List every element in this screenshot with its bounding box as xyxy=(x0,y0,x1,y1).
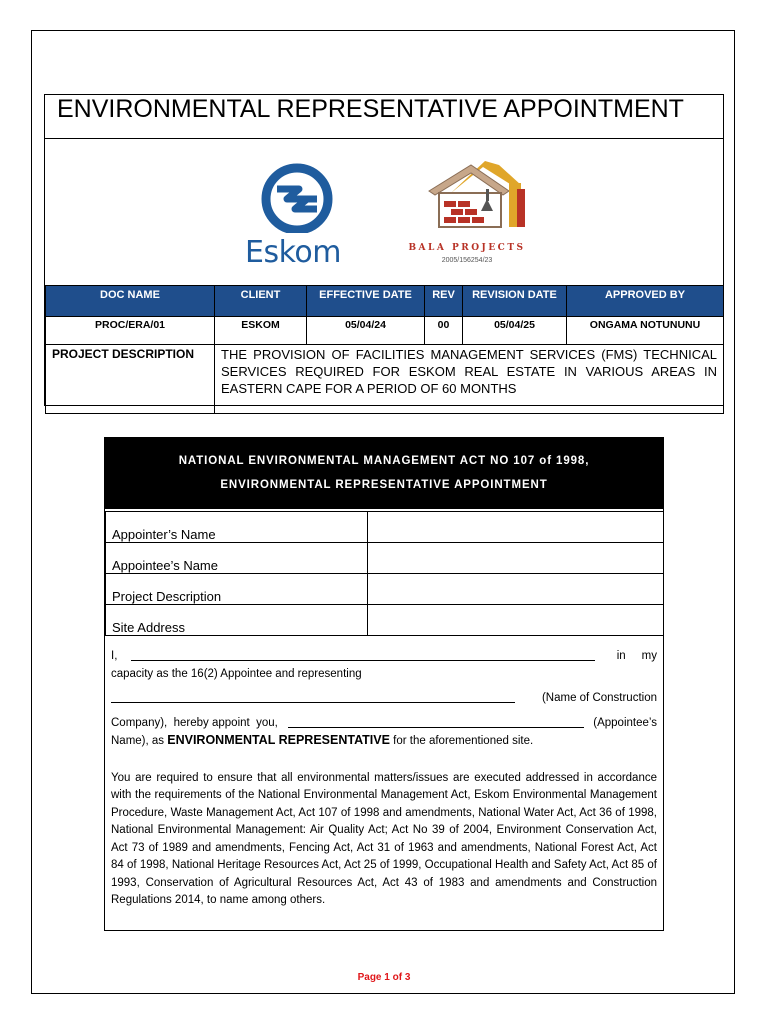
statement-line-3 xyxy=(111,690,657,708)
appointment-form xyxy=(104,437,664,931)
appointment-header xyxy=(105,438,663,509)
appointment-header-act: NATIONAL ENVIRONMENTAL MANAGEMENT ACT NO 107 of 1998, xyxy=(178,455,590,467)
house-bricks-icon xyxy=(389,161,545,241)
logo-area xyxy=(45,139,723,285)
meta-value-doc-name: PROC/ERA/01 xyxy=(46,317,215,345)
project-description-row xyxy=(46,345,724,414)
field-value-project-description[interactable] xyxy=(368,574,664,605)
statement-name-as: Name), as xyxy=(111,735,165,747)
field-row-appointee xyxy=(106,543,664,574)
eskom-emblem-icon xyxy=(221,163,373,233)
field-label-appointee-name: Appointee’s Name xyxy=(106,543,368,574)
appointee-name-blank[interactable] xyxy=(288,715,584,728)
field-row-project-description xyxy=(106,574,664,605)
document-meta-table xyxy=(45,285,724,414)
statement-name-of-construction: (Name of Construction xyxy=(541,692,657,704)
statement-for-site: for the aforementioned site. xyxy=(393,735,534,747)
field-label-appointer-name: Appointer’s Name xyxy=(106,512,368,543)
statement-in-my: in my xyxy=(616,650,657,662)
statement-appointees: (Appointee’s xyxy=(593,716,657,729)
statement-line-1 xyxy=(111,648,657,666)
meta-header-rev: REV xyxy=(425,286,463,317)
meta-header-client: CLIENT xyxy=(215,286,307,317)
field-row-appointer xyxy=(106,512,664,543)
field-value-appointee-name[interactable] xyxy=(368,543,664,574)
meta-header-revision-date: REVISION DATE xyxy=(463,286,567,317)
statement-company: Company), hereby appoint you, xyxy=(111,716,278,729)
bala-projects-logo xyxy=(389,161,545,269)
meta-value-row xyxy=(46,317,724,345)
field-row-site-address xyxy=(106,605,664,636)
appointer-name-blank[interactable] xyxy=(131,648,595,661)
meta-header-row xyxy=(46,286,724,317)
appointment-header-title: ENVIRONMENTAL REPRESENTATIVE APPOINTMENT xyxy=(220,479,548,491)
meta-value-effective-date: 05/04/24 xyxy=(307,317,425,345)
appointment-statement xyxy=(111,648,657,910)
requirements-paragraph: You are required to ensure that all environmental matters/issues are executed addressed in accordance with the requirements of the National Environmental Management Act, Eskom Environmental Management Procedure, Waste Management Act, Act 107 of 1998 and amendments, National Water Act, Act 36 of 1998, National Environmental Management: Air Quality Act; Act No 39 of 2004, Environment Conservation Act, Act 73 of 1989 and amendments, Fencing Act, Act 31 of 1963 and amendments, National Forest Act, Act 84 of 1998, National Heritage Resources Act, Act 25 of 1999, Occupational Health and Safety Act, Act 85 of 1993, Conservation of Agricultural Resources Act, Act 43 of 1983 and amendments and Construction Regulations 2014, to name among others. xyxy=(111,771,657,906)
statement-role: ENVIRONMENTAL REPRESENTATIVE xyxy=(167,733,390,747)
document-header xyxy=(44,94,724,406)
statement-capacity: capacity as the 16(2) Appointee and representing xyxy=(111,667,362,680)
project-description-label: PROJECT DESCRIPTION xyxy=(46,345,215,414)
field-value-appointer-name[interactable] xyxy=(368,512,664,543)
meta-header-doc-name: DOC NAME xyxy=(46,286,215,317)
field-label-site-address: Site Address xyxy=(106,605,368,636)
field-value-site-address[interactable] xyxy=(368,605,664,636)
construction-company-blank[interactable] xyxy=(111,690,515,703)
meta-value-client: ESKOM xyxy=(215,317,307,345)
bala-registration-number: 2005/156254/23 xyxy=(441,257,493,264)
meta-value-approved-by: ONGAMA NOTUNUNU xyxy=(567,317,724,345)
appointment-fields-table xyxy=(105,511,664,636)
statement-line-5 xyxy=(111,732,657,751)
statement-i: I, xyxy=(111,650,118,662)
page-number: Page 1 of 3 xyxy=(357,972,411,983)
meta-value-revision-date: 05/04/25 xyxy=(463,317,567,345)
statement-line-4 xyxy=(111,715,657,733)
eskom-wordmark: Eskom xyxy=(245,235,341,270)
meta-value-rev: 00 xyxy=(425,317,463,345)
eskom-logo xyxy=(221,163,373,269)
document-title: ENVIRONMENTAL REPRESENTATIVE APPOINTMENT xyxy=(45,95,723,139)
meta-header-effective-date: EFFECTIVE DATE xyxy=(307,286,425,317)
field-label-project-description: Project Description xyxy=(106,574,368,605)
bala-projects-name: BALA PROJECTS xyxy=(408,243,526,253)
meta-header-approved-by: APPROVED BY xyxy=(567,286,724,317)
project-description-text: THE PROVISION OF FACILITIES MANAGEMENT SERVICES (FMS) TECHNICAL SERVICES REQUIRED FOR ESKOM REAL ESTATE IN VARIOUS AREAS IN EASTERN CAPE FOR A PERIOD OF 60 MONTHS xyxy=(215,345,724,414)
